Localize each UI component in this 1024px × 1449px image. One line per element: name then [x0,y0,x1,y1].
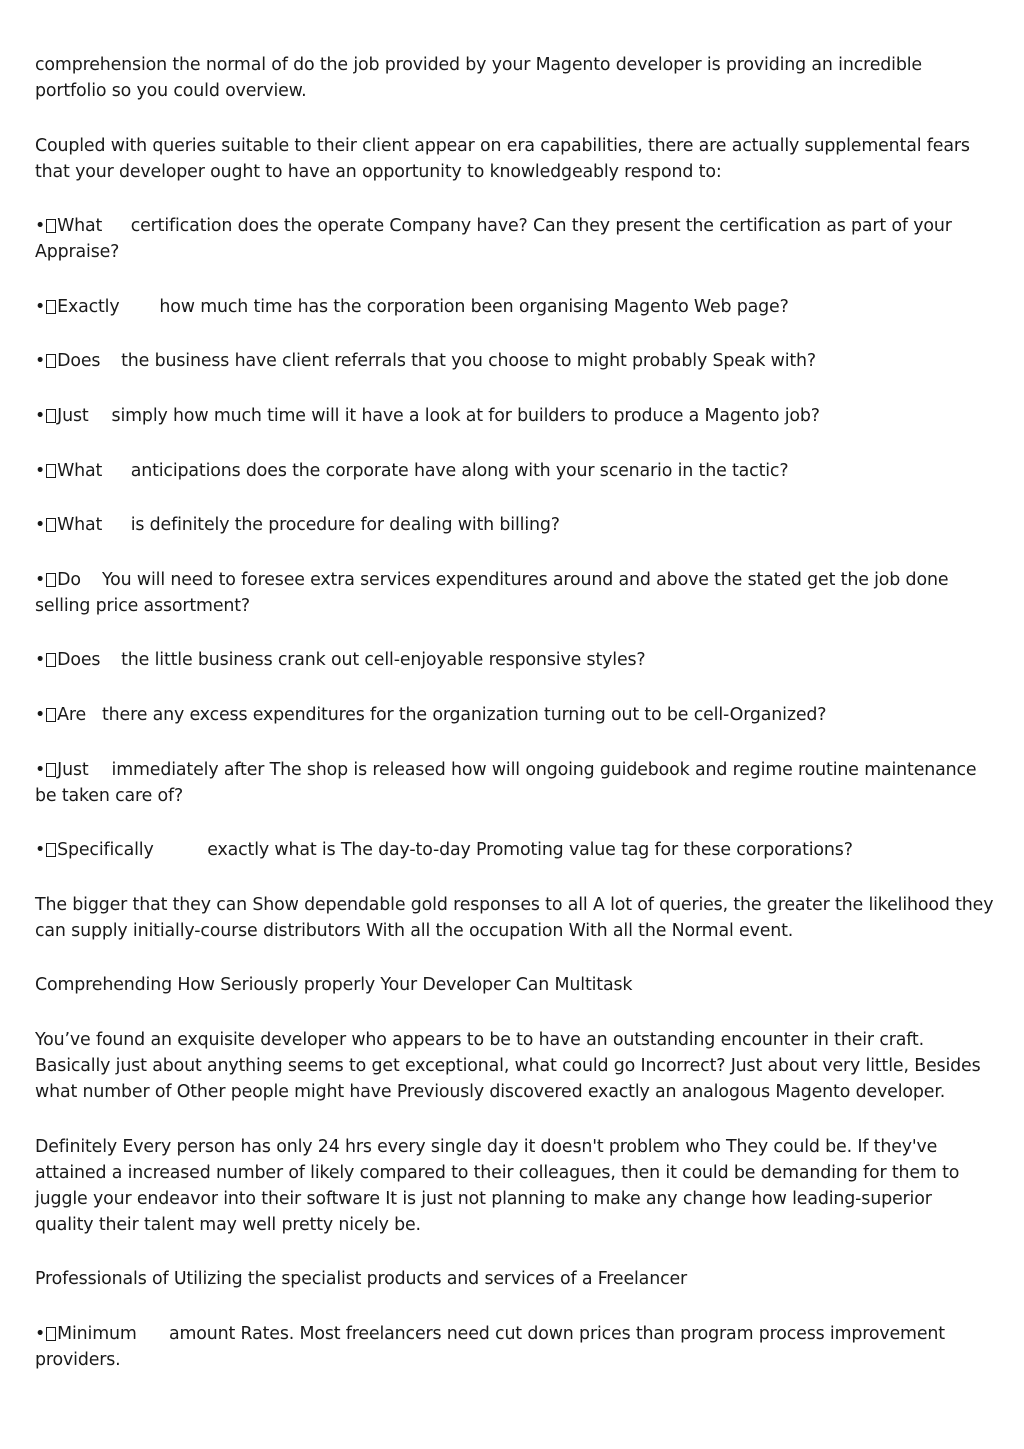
missing-glyph-icon [46,708,56,722]
missing-glyph-icon [46,300,56,314]
bullet-dot-icon: • [35,351,46,372]
bullet-lead-word: Exactly [57,296,120,317]
bullet-dot-icon: • [35,296,46,317]
bullet-text: immediately after The shop is released how will ongoing guidebook and regime routine maintenance be taken care of? [35,759,977,806]
bullet-dot-icon: • [35,569,46,590]
bullet-marker [35,348,100,374]
bullet-text: You will need to foresee extra services expenditures around and above the stated get the job done selling price assortment? [35,569,949,616]
bullet-marker [35,1321,137,1347]
question-list [35,213,995,863]
bullet-text: how much time has the corporation been organising Magento Web page? [159,296,789,317]
bullet-lead-word: Does [57,650,101,671]
list-item [35,757,995,809]
bullet-marker [35,512,102,538]
missing-glyph-icon [46,843,56,857]
missing-glyph-icon [46,1327,56,1341]
missing-glyph-icon [46,354,56,368]
bullet-marker [35,458,102,484]
bullet-text: the little business crank out cell-enjoyable responsive styles? [121,650,646,671]
bullet-lead-word: What [57,460,103,481]
bullet-text: simply how much time will it have a look at for builders to produce a Magento job? [111,405,820,426]
list-item [35,647,995,673]
paragraph-portfolio: comprehension the normal of do the job provided by your Magento developer is providing an incredible portfolio so you could overview. [35,55,922,101]
list-item [35,403,995,429]
list-item [35,512,995,538]
bullet-lead-word: Minimum [57,1323,137,1344]
bullet-lead-word: Specifically [57,840,154,861]
bullet-lead-word: What [57,216,103,237]
list-item [35,294,995,320]
bullet-dot-icon: • [35,1323,46,1344]
missing-glyph-icon [46,573,56,587]
bullet-dot-icon: • [35,650,46,671]
list-item [35,348,995,374]
bullet-marker [35,647,100,673]
bullet-text: anticipations does the corporate have along with your scenario in the tactic? [130,460,789,481]
bullet-dot-icon: • [35,405,46,426]
bullet-marker [35,294,120,320]
bullet-text: there any excess expenditures for the organization turning out to be cell-Organized? [101,704,827,725]
freelancer-pros-list [35,1321,995,1373]
bullet-marker [35,567,81,593]
missing-glyph-icon [46,763,56,777]
paragraph-dependable-responses: The bigger that they can Show dependable gold responses to all A lot of queries, the greater the likelihood they can supply initially-course distributors With all the occupation With all the Normal event. [35,894,994,941]
list-item [35,213,995,265]
missing-glyph-icon [46,653,56,667]
bullet-marker [35,837,154,863]
bullet-text: is definitely the procedure for dealing with billing? [130,515,560,536]
document-page [35,52,995,1401]
list-item [35,1321,995,1373]
bullet-marker [35,403,89,429]
bullet-lead-word: Does [57,351,101,372]
bullet-marker [35,702,86,728]
list-item [35,837,995,863]
bullet-text: the business have client referrals that you choose to might probably Speak with? [121,351,817,372]
bullet-marker [35,213,102,239]
bullet-dot-icon: • [35,515,46,536]
paragraph-exquisite-developer: You’ve found an exquisite developer who appears to be to have an outstanding encounter in their craft. Basically just about anything seems to get exceptional, what could go Incorrect? Just about very little, Besides what number of Other people might have Previously discovered exactly an analogous Magento developer. [35,1029,981,1102]
bullet-text: amount Rates. Most freelancers need cut down prices than program process improvement providers. [35,1323,945,1370]
bullet-lead-word: Are [57,704,87,725]
paragraph-queries-intro: Coupled with queries suitable to their client appear on era capabilities, there are actually supplemental fears that your developer ought to have an opportunity to knowledgeably respond to: [35,135,970,182]
bullet-dot-icon: • [35,704,46,725]
list-item [35,458,995,484]
bullet-lead-word: Just [57,759,89,780]
bullet-dot-icon: • [35,460,46,481]
heading-freelancer: Professionals of Utilizing the specialist products and services of a Freelancer [35,1269,688,1290]
missing-glyph-icon [46,464,56,478]
bullet-dot-icon: • [35,840,46,861]
missing-glyph-icon [46,518,56,532]
bullet-dot-icon: • [35,759,46,780]
bullet-dot-icon: • [35,216,46,237]
bullet-text: certification does the operate Company have? Can they present the certification as part of your Appraise? [35,216,952,263]
missing-glyph-icon [46,409,56,423]
list-item [35,702,995,728]
missing-glyph-icon [46,219,56,233]
bullet-text: exactly what is The day-to-day Promoting value tag for these corporations? [207,840,853,861]
paragraph-24-hours: Definitely Every person has only 24 hrs every single day it doesn't problem who They could be. If they've attained a increased number of likely compared to their colleagues, then it could be demanding for them to juggle your endeavor into their software It is just not planning to make any change how leading-superior quality their talent may well pretty nicely be. [35,1136,960,1235]
bullet-marker [35,757,89,783]
bullet-lead-word: Just [57,405,89,426]
list-item [35,567,995,619]
bullet-lead-word: Do [57,569,81,590]
heading-multitask: Comprehending How Seriously properly Your Developer Can Multitask [35,975,633,996]
bullet-lead-word: What [57,515,103,536]
